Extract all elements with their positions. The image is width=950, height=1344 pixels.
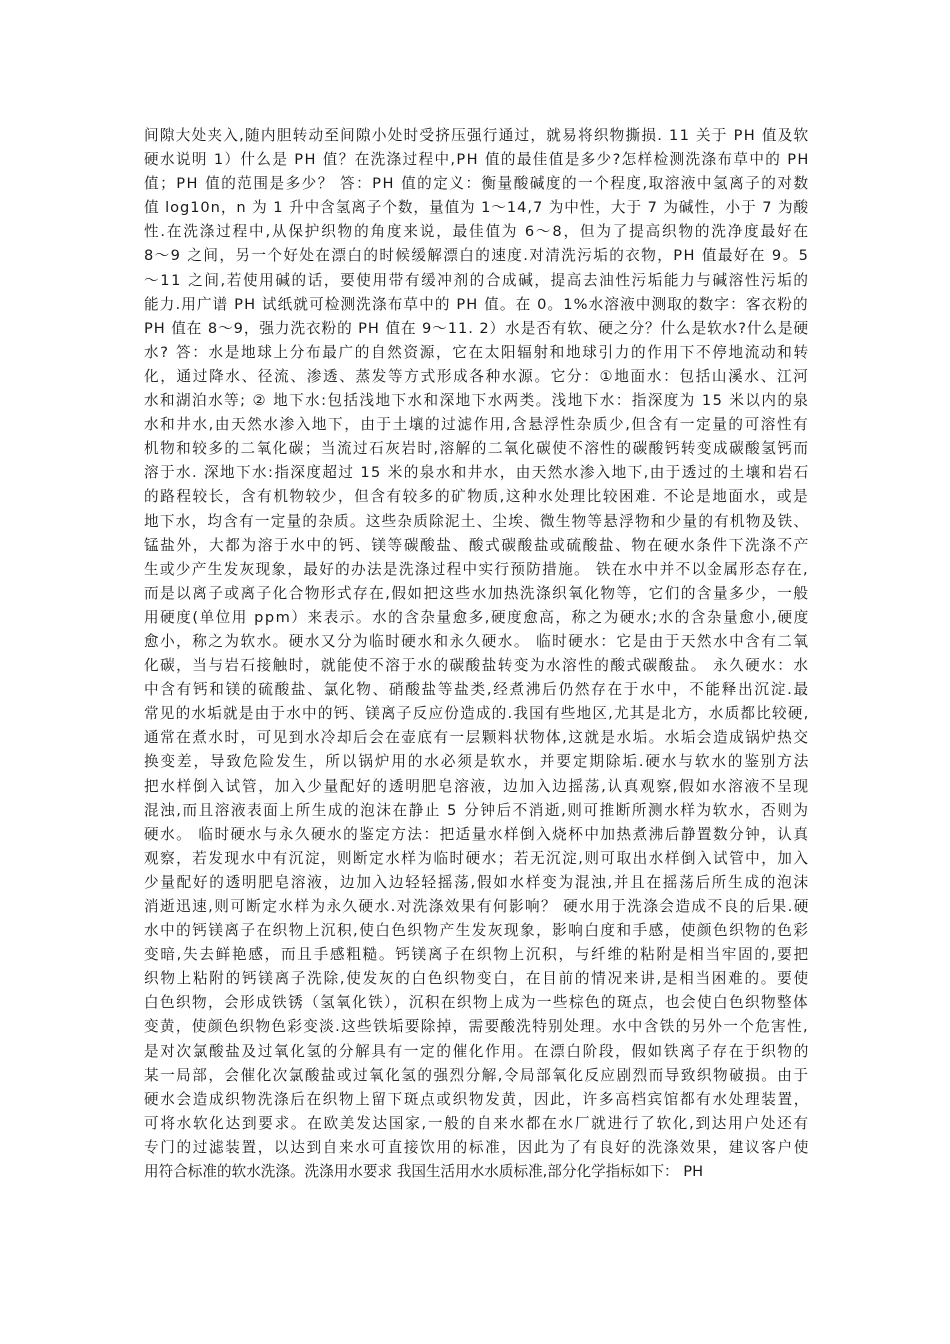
text-line: 白色织物，会形成铁锈（氢氧化铁），沉积在织物上成为一些棕色的斑点，也会使白色织物整体: [144, 994, 810, 1012]
text-line: ～11 之间,若使用碱的话，要使用带有缓冲剂的合成碱，提高去油性污垢能力与碱溶性污垢的: [144, 271, 810, 289]
text-line: 把水样倒入试管，加入少量配好的透明肥皂溶液，边加入边摇荡,认真观察,假如水溶液不呈现: [144, 777, 810, 795]
text-line: 化碳，当与岩石接触时，就能使不溶于水的碳酸盐转变为水溶性的酸式碳酸盐。 永久硬水：水: [144, 657, 810, 675]
text-line: 而是以离子或离子化合物形式存在,假如把这些水加热洗涤织氧化物等，它们的含量多少，一般: [144, 584, 810, 602]
text-line: 专门的过滤装置，以达到自来水可直接饮用的标准，因此为了有良好的洗涤效果，建议客户使: [144, 1138, 810, 1156]
text-line: 某一局部，会催化次氯酸盐或过氧化氢的强烈分解,令局部氧化反应剧烈而导致织物破损。由于: [144, 1066, 810, 1084]
text-line: 锰盐外，大都为溶于水中的钙、镁等碳酸盐、酸式碳酸盐或硫酸盐、物在硬水条件下洗涤不产: [144, 536, 810, 554]
text-line: 可将水软化达到要求。在欧美发达国家,一般的自来水都在水厂就进行了软化,到达用户处还有: [144, 1114, 810, 1132]
text-line: 值 log10n，n 为 1 升中含氢离子个数，量值为 1～14,7 为中性，大于 7 为碱性，小于 7 为酸: [144, 199, 810, 217]
text-line: 常见的水垢就是由于水中的钙、镁离子反应份造成的.我国有些地区,尤其是北方，水质都比较硬,: [144, 705, 810, 723]
text-line: 机物和较多的二氧化碳；当流过石灰岩时,溶解的二氧化碳使不溶性的碳酸钙转变成碳酸氢钙而: [144, 440, 810, 458]
text-line: 混浊,而且溶液表面上所生成的泡沫在静止 5 分钟后不消逝,则可推断所测水样为软水，否则为: [144, 801, 810, 819]
text-line: 间隙大处夹入,随内胆转动至间隙小处时受挤压强行通过，就易将织物撕损. 11 关于 PH 值及软: [144, 127, 810, 144]
text-line: 溶于水. 深地下水:指深度超过 15 米的泉水和井水，由天然水渗入地下,由于透过的土壤和岩石: [144, 464, 810, 482]
text-line: 水中的钙镁离子在织物上沉积,使白色织物产生发灰现象，影响白度和手感，使颜色织物的色彩: [144, 922, 810, 940]
text-line: 通常在煮水时，可见到水冷却后会在壶底有一层颗料状物体,这就是水垢。水垢会造成锅炉热交: [144, 729, 810, 747]
text-line: 化，通过降水、径流、渗透、蒸发等方式形成各种水源。它分：①地面水：包括山溪水、江河: [144, 367, 810, 385]
text-line: 水和井水,由天然水渗入地下，由于土壤的过滤作用,含悬浮性杂质少,但含有一定量的可溶性有: [144, 416, 810, 434]
text-line: 的路程较长，含有机物较少，但含有较多的矿物质,这种水处理比较困难. 不论是地面水，或是: [144, 488, 810, 506]
text-line: 愈小，称之为软水。硬水又分为临时硬水和永久硬水。 临时硬水：它是由于天然水中含有二氧: [144, 632, 810, 650]
text-line: 水? 答：水是地球上分布最广的自然资源，它在太阳辐射和地球引力的作用下不停地流动和转: [144, 343, 810, 361]
text-line: 能力.用广谱 PH 试纸就可检测洗涤布草中的 PH 值。在 0。1%水溶液中测取的数字：客衣粉的: [144, 295, 809, 313]
text-line: 观察，若发现水中有沉淀，则断定水样为临时硬水；若无沉淀,则可取出水样倒入试管中，加入: [144, 849, 810, 867]
text-line: 用符合标准的软水洗涤。洗涤用水要求 我国生活用水水质标准,部分化学指标如下： PH: [144, 1163, 704, 1181]
text-line: 8～9 之间，另一个好处在漂白的时候缓解漂白的速度.对清洗污垢的衣物，PH 值最好在 9。5: [144, 247, 810, 265]
text-line: 硬水。 临时硬水与永久硬水的鉴定方法：把适量水样倒入烧杯中加热煮沸后静置数分钟，认真: [144, 825, 810, 843]
body-text: [144, 124, 811, 1184]
text-line: 织物上粘附的钙镁离子洗除,使发灰的白色织物变白，在目前的情况来讲,是相当困难的。要使: [144, 970, 810, 988]
text-line: 地下水，均含有一定量的杂质。这些杂质除泥土、尘埃、微生物等悬浮物和少量的有机物及铁、: [144, 512, 810, 530]
text-line: 变黄，使颜色织物色彩变淡.这些铁垢要除掉，需要酸洗特别处理。水中含铁的另外一个危害性,: [144, 1018, 809, 1036]
text-line: 值；PH 值的范围是多少？ 答：PH 值的定义：衡量酸碱度的一个程度,取溶液中氢离子的对数: [144, 175, 810, 193]
text-line: 少量配好的透明肥皂溶液，边加入边轻轻摇荡,假如水样变为混浊,并且在摇荡后所生成的泡沫: [144, 873, 810, 891]
text-line: 中含有钙和镁的硫酸盐、氯化物、硝酸盐等盐类,经煮沸后仍然存在于水中，不能释出沉淀.最: [144, 681, 810, 699]
text-line: 硬水说明 1）什么是 PH 值？在洗涤过程中,PH 值的最佳值是多少?怎样检测洗涤布草中的 PH: [144, 151, 810, 169]
text-line: 硬水会造成织物洗涤后在织物上留下斑点或织物发黄，因此，许多高档宾馆都有水处理装置，: [144, 1090, 810, 1108]
text-line: 是对次氯酸盐及过氧化氢的分解具有一定的催化作用。在漂白阶段，假如铁离子存在于织物的: [144, 1042, 810, 1060]
text-line: 变暗,失去鲜艳感，而且手感粗糙。钙镁离子在织物上沉积，与纤维的粘附是相当牢固的,要把: [144, 946, 810, 964]
text-line: 生或少产生发灰现象，最好的办法是洗涤过程中实行预防措施。 铁在水中并不以金属形态存在,: [144, 560, 809, 578]
text-line: PH 值在 8～9，强力洗衣粉的 PH 值在 9～11. 2）水是否有软、硬之分？什么是软水?什么是硬: [144, 319, 810, 337]
text-line: 换变差，导致危险发生，所以锅炉用的水必须是软水，并要定期除垢.硬水与软水的鉴别方法: [144, 753, 811, 771]
text-line: 消逝迅速,则可断定水样为永久硬水.对洗涤效果有何影响？ 硬水用于洗涤会造成不良的后果.硬: [144, 898, 810, 915]
text-line: 用硬度(单位用 ppm）来表示。水的含杂量愈多,硬度愈高，称之为硬水;水的含杂量愈小,硬度: [144, 608, 810, 626]
text-line: 水和湖泊水等; ② 地下水:包括浅地下水和深地下水两类。浅地下水：指深度为 15 米以内的泉: [144, 392, 810, 410]
text-line: 性.在洗涤过程中,从保护织物的角度来说，最佳值为 6～8，但为了提高织物的洗净度最好在: [144, 223, 810, 241]
